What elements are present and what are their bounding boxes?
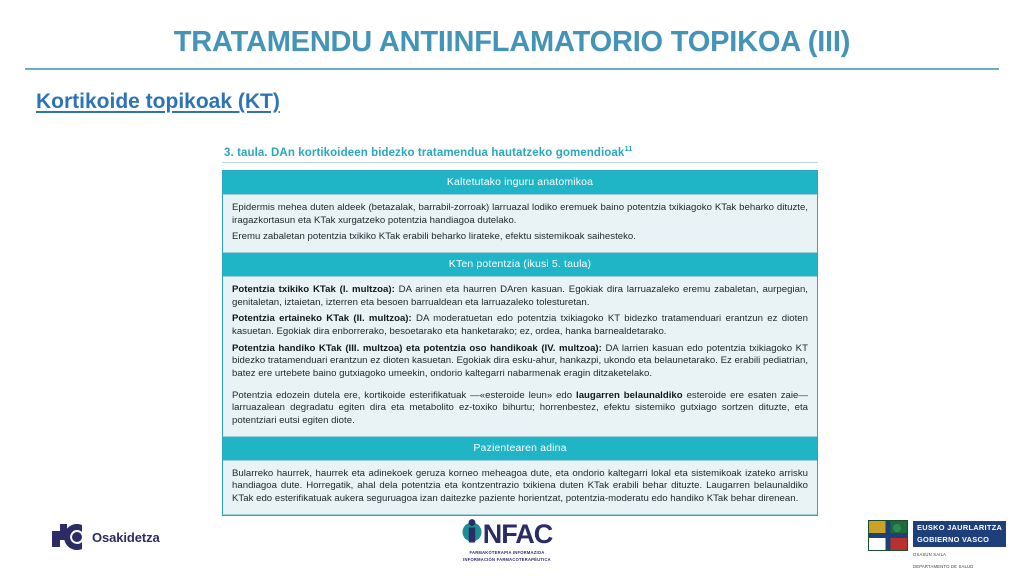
emphasis-text: laugarren belaunaldiko — [576, 389, 683, 401]
infac-logo — [447, 519, 567, 563]
osakidetza-mark-icon — [52, 522, 86, 552]
table-paragraph — [232, 343, 808, 381]
title-divider — [25, 68, 999, 70]
table-caption-text: 3. taula. DAn kortikoideen bidezko tratamendua hautatzeko gomendioak — [224, 146, 625, 159]
infac-letters: NFAC — [482, 518, 553, 549]
table-paragraph — [232, 231, 808, 244]
emphasis-text: Potentzia ertaineko KTak (II. multzoa): — [232, 313, 412, 325]
basque-government-logo — [868, 520, 1006, 571]
osakidetza-logo — [52, 522, 160, 552]
government-name-es: GOBIERNO VASCO — [913, 534, 1006, 547]
government-name-eu: EUSKO JAURLARITZA — [913, 521, 1006, 534]
body-text: DA larrien kasuan edo potentzia txikiagoko KT bidezko tratamenduari erantzun ez dioten kasuetan. Egokiak dira esku-ahur, hankazpi, ukondo eta belaunetarako. Ez erabili pediatrian, batez ere urtebete baino gutxiagoko umeekin, ondorio kaltegarri nabarmenak eragin ditzaketelako. — [232, 342, 808, 379]
body-text: Epidermis mehea duten aldeek (betazalak, barrabil-zorroak) larruazal lodiko eremuek baino potentzia txikiagoko KTak beharko dituzte, iragazkortasun eta KTak xurgatzeko potentzia handiagoa dutelako. — [232, 202, 808, 226]
table-section-header: Kaltetutako inguru anatomikoa — [223, 171, 817, 194]
body-text: Bularreko haurrek, haurrek eta adinekoek geruza korneo meheagoa dute, eta ondorio kaltegarri lokal eta sistemikoak izateko arrisku handiagoa dute. Horregatik, ahal dela potentzia eta kontzentrazio txikiena duten KTak erabili behar dituzte. Laugarren belaunaldiko KTak edo esterifikatuak aukera seguruagoa izan daitezke paziente horientzat, potentzia-moderatu edo handiko KTak behar direnean. — [232, 467, 808, 504]
government-dept-es: DEPARTAMENTO DE SALUD — [913, 563, 974, 569]
infac-subtitle-es: INFORMACIÓN FARMACOTERAPÉUTICA — [463, 556, 551, 562]
emphasis-text: Potentzia handiko KTak (III. multzoa) eta potentzia oso handikoak (IV. multzoa): — [232, 342, 602, 354]
table-section-header: Pazientearen adina — [223, 437, 817, 460]
table-section-body — [223, 276, 817, 437]
table-caption — [224, 144, 633, 159]
table-paragraph — [232, 468, 808, 506]
table-section-body — [223, 194, 817, 253]
body-text: Potentzia edozein dutela ere, kortikoide esterifikatuak —«esteroide leun» edo — [232, 389, 577, 401]
table-paragraph — [232, 202, 808, 227]
table-caption-reference: 11 — [624, 144, 633, 153]
government-dept-eu: OSASUN SAILA — [913, 551, 947, 557]
page-title: TRATAMENDU ANTIINFLAMATORIO TOPIKOA (III) — [173, 26, 851, 58]
body-text: esteroide ere esaten zaie— larruazalean degradatu egiten dira eta metabolito ez-toxiko bihurtu; horrenbestez, efektu sistemiko gutxiago sortzen dituzte, eta potentziari eutsi egiten diote. — [232, 389, 808, 426]
infac-wordmark — [447, 519, 567, 549]
table-paragraph — [232, 390, 808, 428]
infac-subtitle-eu: FARMAKOTERAPIA INFORMAZIOA — [469, 550, 545, 555]
section-subtitle: Kortikoide topikoak (KT) — [36, 90, 280, 113]
table-paragraph — [232, 313, 808, 338]
caption-divider — [222, 162, 818, 163]
recommendations-table — [222, 170, 818, 516]
table-paragraph — [232, 284, 808, 309]
government-text-block — [913, 520, 1006, 571]
osakidetza-wordmark: Osakidetza — [92, 529, 160, 545]
infac-i-icon — [462, 518, 482, 551]
body-text: DA moderatuetan edo potentzia txikiagoko KT bidezko tratamenduari erantzun ez dioten kasuetan. Egokiak dira enborrerako, besoetarako eta hanketarako; ez, ordea, hanka barnealdetarako. — [232, 313, 809, 337]
body-text: DA arinen eta haurren DAren kasuan. Egokiak dira larruazaleko eremu zabaletan, aurpegian, genitaletan, iztaietan, izterren eta besoen barrualdean eta larruazaleko tolesturetan. — [232, 283, 808, 308]
table-section-body — [223, 460, 817, 515]
table-section-header: KTen potentzia (ikusi 5. taula) — [223, 253, 817, 276]
basque-coat-of-arms-icon — [868, 520, 908, 551]
emphasis-text: Potentzia txikiko KTak (I. multzoa): — [232, 283, 395, 295]
body-text: Eremu zabaletan potentzia txikiko KTak erabili beharko lirateke, efektu sistemikoak saihesteko. — [232, 231, 636, 243]
